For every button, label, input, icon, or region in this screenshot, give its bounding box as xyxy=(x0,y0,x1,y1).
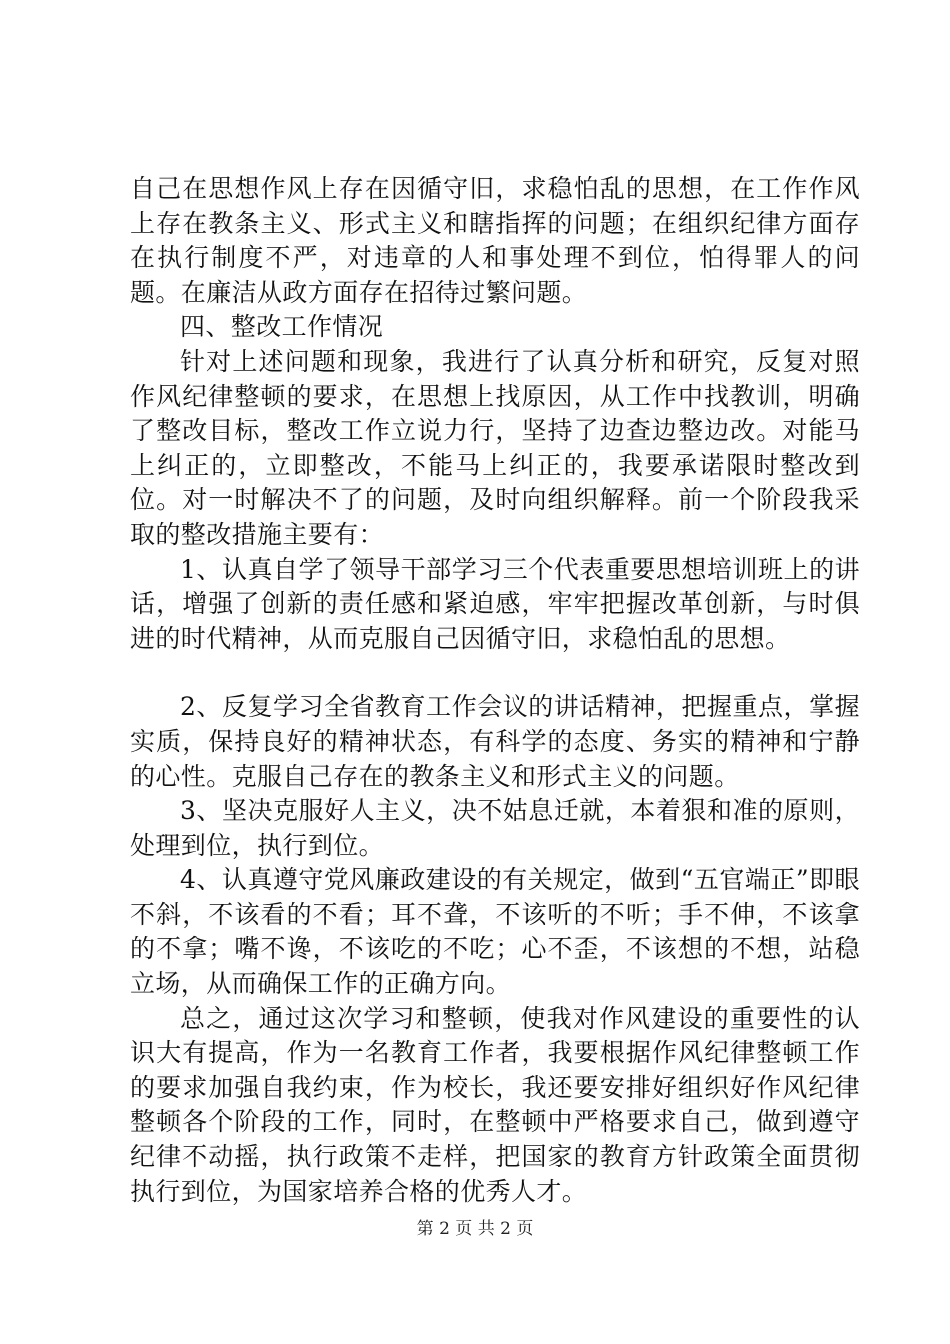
paragraph-conclusion: 总之，通过这次学习和整顿，使我对作风建设的重要性的认识大有提高，作为一名教育工作者，我要根据作风纪律整顿工作的要求加强自我约束，作为校长，我还要安排好组织好作风纪律整顿各个阶段的工作，同时，在整顿中严格要求自己，做到遵守纪律不动摇，执行政策不走样，把国家的教育方针政策全面贯彻执行到位，为国家培养合格的优秀人才。 xyxy=(130,1003,860,1206)
list-item-1: 1、认真自学了领导干部学习三个代表重要思想培训班上的讲话，增强了创新的责任感和紧迫感，牢牢把握改革创新，与时俱进的时代精神，从而克服自己因循守旧，求稳怕乱的思想。 xyxy=(130,554,860,653)
list-item-3: 3、坚决克服好人主义，决不姑息迁就，本着狠和准的原则，处理到位，执行到位。 xyxy=(130,796,860,860)
list-item-4: 4、认真遵守党风廉政建设的有关规定，做到“五官端正”即眼不斜，不该看的不看；耳不聋，不该听的不听；手不伸，不该拿的不拿；嘴不谗，不该吃的不吃；心不歪，不该想的不想，站稳立场，从而确保工作的正确方向。 xyxy=(130,865,860,999)
list-item-2: 2、反复学习全省教育工作会议的讲话精神，把握重点，掌握实质，保持良好的精神状态，有科学的态度、务实的精神和宁静的心性。克服自己存在的教条主义和形式主义的问题。 xyxy=(130,692,860,791)
paragraph-2: 针对上述问题和现象，我进行了认真分析和研究，反复对照作风纪律整顿的要求，在思想上找原因，从工作中找教训，明确了整改目标，整改工作立说力行，坚持了边查边整边改。对能马上纠正的，立即整改，不能马上纠正的，我要承诺限时整改到位。对一时解决不了的问题，及时向组织解释。前一个阶段我采取的整改措施主要有： xyxy=(130,346,860,549)
document-body xyxy=(130,172,860,1209)
section-heading-rectification: 四、整改工作情况 xyxy=(180,312,384,342)
paragraph-1: 自己在思想作风上存在因循守旧，求稳怕乱的思想，在工作作风上存在教条主义、形式主义和瞎指挥的问题；在组织纪律方面存在执行制度不严，对违章的人和事处理不到位，怕得罪人的问题。在廉洁从政方面存在招待过繁问题。 xyxy=(130,174,860,307)
page-footer: 第 2 页 共 2 页 xyxy=(416,1219,534,1239)
paragraph-gap xyxy=(130,656,860,690)
